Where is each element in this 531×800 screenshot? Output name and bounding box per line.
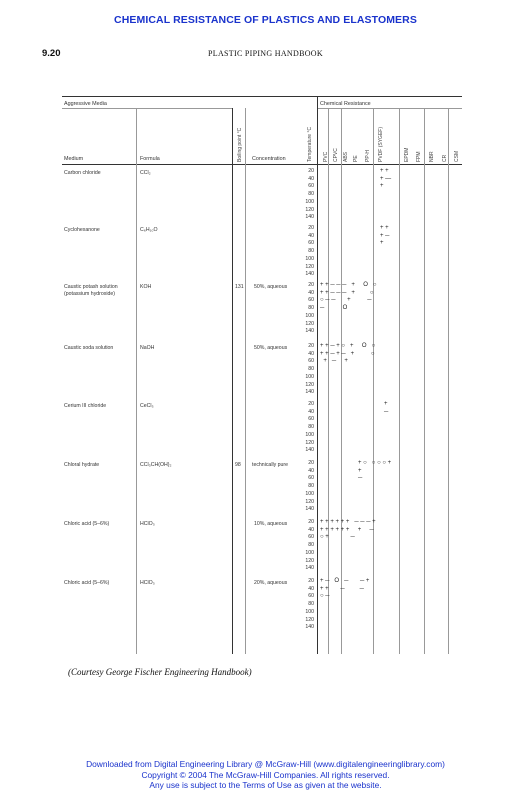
row-temps: 20 40 60 80 100 120 140 [305,401,314,454]
row-formula: HClO₃ [140,580,155,586]
vrule [328,108,329,654]
row-concentration: 50%, aqueous [254,345,288,351]
footer-notice [0,759,531,791]
row-temps: 20 40 60 80 100 120 140 [305,168,314,221]
row-medium: Chloric acid (5–6%) [64,521,110,527]
chemical-resistance-table [62,96,462,654]
row-formula: C₆H₁₀O [140,227,158,233]
material-header: ABS [343,151,349,162]
row-temps: 20 40 60 80 100 120 140 [305,343,314,396]
material-header: PP-H [365,150,371,162]
table-top-rule [62,96,462,97]
running-head: PLASTIC PIPING HANDBOOK [208,49,323,58]
row-marks: + + ─ + ○ + O ○ + + ─ + ─ + ○ + ─ + [320,343,376,365]
row-marks: + ○ ○ ○ ○ + + ─ [358,460,392,482]
row-concentration: 50%, aqueous [254,284,288,290]
row-temps: 20 40 60 80 100 120 140 [305,460,314,513]
material-header: CPVC [333,148,339,162]
row-marks: + + + + + + ─ ─ ─ + + + + + + + + ─ ○ + ─ [320,519,376,541]
vrule [399,108,400,654]
material-header: PE [353,155,359,162]
vrule [232,108,233,654]
material-header: NBR [429,151,435,162]
row-boiling-point: 98 [235,462,241,468]
row-marks: + + ─ ─ ─ + O ○ + + ─ ─ ─ + ○ ○ ─ ─ + ─ ─ O [320,282,377,312]
col-bp-header: Boiling point °C [237,127,243,162]
row-concentration: technically pure [252,462,289,468]
row-concentration: 10%, aqueous [254,521,288,527]
page-number: 9.20 [42,48,61,59]
footer-line: Downloaded from Digital Engineering Library @ McGraw-Hill (www.digitalengineeringlibrary.com) [86,759,445,769]
row-marks: + + + — + [380,168,392,190]
group-right-rule [317,108,462,109]
row-boiling-point: 131 [235,284,244,290]
row-medium: Caustic potash solution (potassium hydroxide) [64,284,118,297]
row-medium: Caustic soda solution [64,345,114,351]
row-temps: 20 40 60 80 100 120 140 [305,225,314,278]
col-medium-header: Medium [64,156,84,162]
row-marks: + ─ O ─ ─ + + + ─ ─ ○ ─ [320,578,370,600]
col-conc-header: Concentration [252,156,286,162]
row-medium: Carbon chloride [64,170,101,176]
material-header: CR [442,154,448,162]
figure-credit: (Courtesy George Fischer Engineering Handbook) [68,667,252,677]
row-concentration: 20%, aqueous [254,580,288,586]
row-formula: NaOH [140,345,155,351]
vrule [245,108,246,654]
vrule [424,108,425,654]
group-right-label: Chemical Resistance [320,101,371,107]
vrule [341,108,342,654]
row-medium: Chloral hydrate [64,462,100,468]
row-temps: 20 40 60 80 100 120 140 [305,519,314,572]
document-banner: CHEMICAL RESISTANCE OF PLASTICS AND ELASTOMERS [114,14,417,26]
col-formula-header: Formula [140,156,160,162]
row-marks: + ─ [384,401,389,415]
footer-line: Any use is subject to the Terms of Use as given at the website. [149,780,382,790]
footer-line: Copyright © 2004 The McGraw-Hill Companies. All rights reserved. [141,769,390,780]
vrule [317,96,318,654]
row-temps: 20 40 60 80 100 120 140 [305,282,314,335]
row-formula: CCl₂ [140,170,151,176]
material-header: EPDM [404,147,410,162]
vrule [448,108,449,654]
vrule [373,108,374,654]
group-left-rule [62,108,232,109]
row-medium: Cerium III chloride [64,403,107,409]
row-medium: Chloric acid (5–6%) [64,580,110,586]
row-temps: 20 40 60 80 100 120 140 [305,578,314,631]
material-header: PVDF (SYGEF) [378,126,384,162]
row-formula: KOH [140,284,152,290]
row-marks: + + + ─ + [380,225,390,247]
material-header: CSM [454,150,460,162]
row-formula: HClO₃ [140,521,155,527]
row-formula: CCl₃CH(OH)₂ [140,462,172,468]
group-left-label: Aggressive Media [64,101,107,107]
row-medium: Cyclohexanone [64,227,100,233]
row-formula: CeCl₃ [140,403,154,409]
vrule [136,108,137,654]
header-bottom-rule [62,164,462,165]
material-header: FPM [416,151,422,162]
col-temp-header: Temperature °C [307,126,313,162]
material-header: PVC [323,151,329,162]
